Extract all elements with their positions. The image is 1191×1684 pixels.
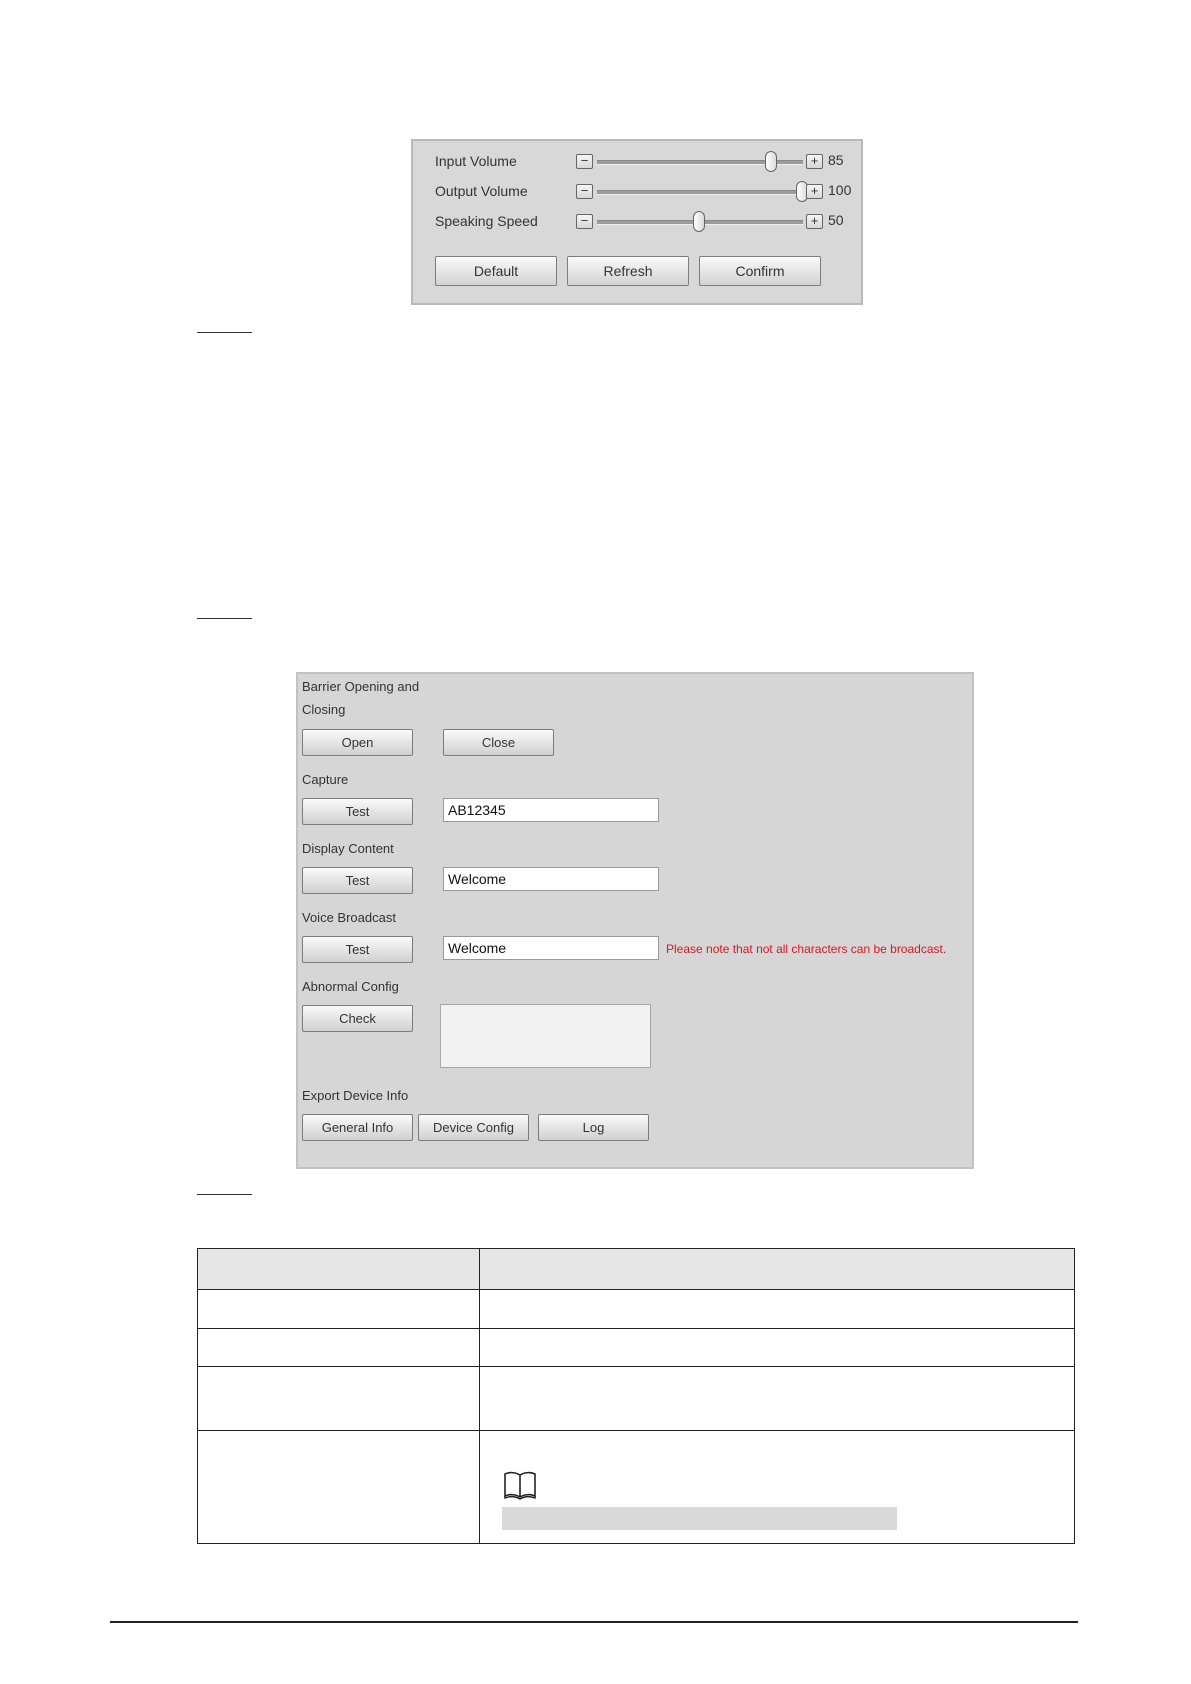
voice-broadcast-input[interactable] (443, 936, 659, 960)
abnormal-config-check-button[interactable]: Check (302, 1005, 413, 1032)
table-cell (480, 1431, 1075, 1544)
table-row (198, 1290, 1075, 1329)
table-header-cell (198, 1249, 480, 1290)
table-header-row (198, 1249, 1075, 1290)
table-cell (480, 1367, 1075, 1431)
input-volume-slider-thumb[interactable] (765, 151, 777, 172)
step-marker (197, 332, 252, 333)
input-volume-decrease-button[interactable]: − (576, 154, 593, 169)
table-cell (198, 1431, 480, 1544)
output-volume-slider[interactable] (597, 190, 803, 195)
table-row (198, 1329, 1075, 1367)
speaking-speed-increase-button[interactable]: + (806, 214, 823, 229)
table-cell (198, 1329, 480, 1367)
export-general-info-button[interactable]: General Info (302, 1114, 413, 1141)
voice-broadcast-section-label: Voice Broadcast (302, 910, 396, 925)
close-barrier-button[interactable]: Close (443, 729, 554, 756)
step-marker (197, 1194, 252, 1195)
table-row (198, 1431, 1075, 1544)
default-button[interactable]: Default (435, 256, 557, 286)
broadcast-warning-text: Please note that not all characters can be broadcast. (666, 942, 947, 956)
export-log-button[interactable]: Log (538, 1114, 649, 1141)
input-volume-row (435, 149, 855, 175)
input-volume-label: Input Volume (435, 153, 517, 169)
audio-settings-panel (411, 139, 863, 305)
step-marker (197, 618, 252, 619)
note-highlight-bar (502, 1507, 897, 1530)
table-cell (198, 1290, 480, 1329)
output-volume-increase-button[interactable]: + (806, 184, 823, 199)
table-cell (198, 1367, 480, 1431)
open-barrier-button[interactable]: Open (302, 729, 413, 756)
capture-section-label: Capture (302, 772, 349, 787)
abnormal-config-section-label: Abnormal Config (302, 979, 399, 994)
output-volume-label: Output Volume (435, 183, 528, 199)
display-content-test-button[interactable]: Test (302, 867, 413, 894)
speaking-speed-slider-thumb[interactable] (693, 211, 705, 232)
book-note-icon (502, 1469, 538, 1501)
export-device-config-button[interactable]: Device Config (418, 1114, 529, 1141)
table-cell (480, 1290, 1075, 1329)
capture-test-button[interactable]: Test (302, 798, 413, 825)
speaking-speed-label: Speaking Speed (435, 213, 538, 229)
table-row (198, 1367, 1075, 1431)
abnormal-config-result-box[interactable] (440, 1004, 651, 1068)
speaking-speed-decrease-button[interactable]: − (576, 214, 593, 229)
table-header-cell (480, 1249, 1075, 1290)
maintenance-panel (296, 672, 974, 1169)
input-volume-increase-button[interactable]: + (806, 154, 823, 169)
footer-rule (110, 1621, 1078, 1623)
input-volume-value: 85 (828, 152, 844, 168)
voice-broadcast-test-button[interactable]: Test (302, 936, 413, 963)
capture-plate-input[interactable] (443, 798, 659, 822)
speaking-speed-value: 50 (828, 212, 844, 228)
table-cell (480, 1329, 1075, 1367)
confirm-button[interactable]: Confirm (699, 256, 821, 286)
output-volume-row (435, 179, 855, 205)
output-volume-decrease-button[interactable]: − (576, 184, 593, 199)
output-volume-value: 100 (828, 182, 852, 198)
parameter-table (197, 1248, 1075, 1544)
speaking-speed-row (435, 209, 855, 235)
barrier-section-label: Barrier Opening and Closing (302, 679, 420, 717)
export-device-info-section-label: Export Device Info (302, 1088, 409, 1103)
refresh-button[interactable]: Refresh (567, 256, 689, 286)
display-content-input[interactable] (443, 867, 659, 891)
display-content-section-label: Display Content (302, 841, 394, 856)
